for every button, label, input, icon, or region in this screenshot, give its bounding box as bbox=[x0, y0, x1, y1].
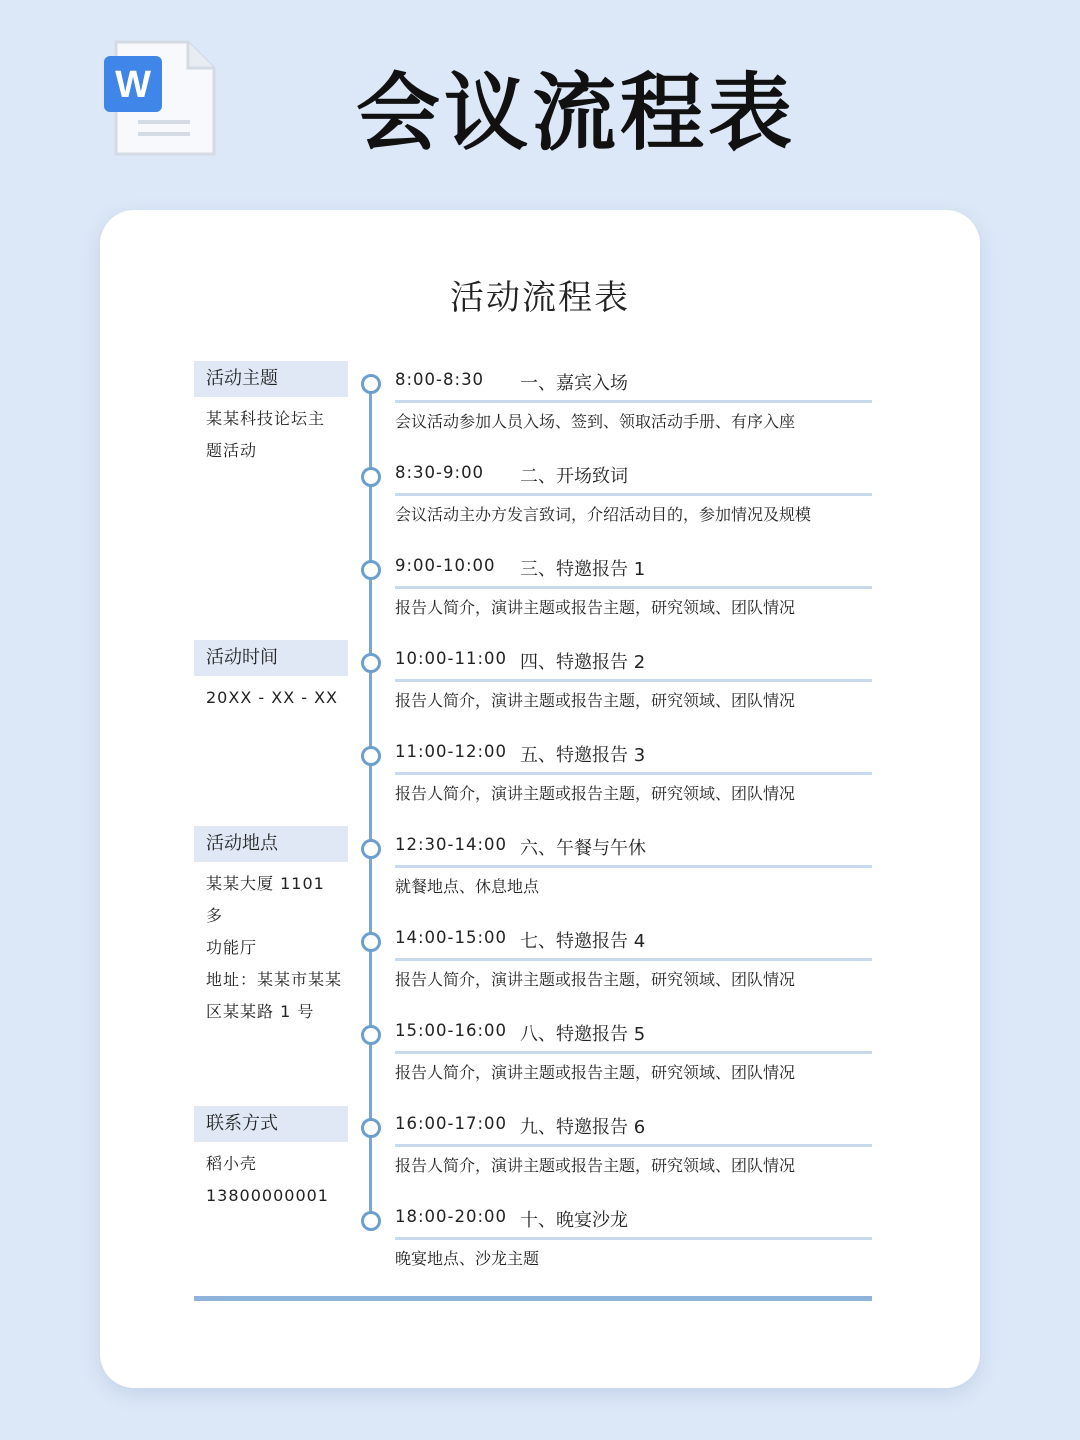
timeline-dot-icon bbox=[361, 1025, 381, 1045]
divider bbox=[395, 400, 872, 403]
schedule-time: 9:00-10:00 bbox=[395, 556, 496, 575]
schedule-item bbox=[360, 829, 880, 909]
schedule-title: 十、晚宴沙龙 bbox=[520, 1210, 628, 1231]
schedule-title: 六、午餐与午休 bbox=[520, 838, 646, 859]
divider bbox=[395, 958, 872, 961]
info-location bbox=[194, 826, 348, 1028]
schedule-item bbox=[360, 643, 880, 723]
schedule-item bbox=[360, 457, 880, 537]
schedule-time: 8:30-9:00 bbox=[395, 463, 485, 482]
schedule-desc: 报告人简介，演讲主题或报告主题，研究领域、团队情况 bbox=[395, 598, 796, 617]
schedule-title: 四、特邀报告 2 bbox=[520, 652, 646, 673]
schedule-title: 五、特邀报告 3 bbox=[520, 745, 646, 766]
timeline-dot-icon bbox=[361, 560, 381, 580]
info-time bbox=[194, 640, 348, 714]
schedule-item bbox=[360, 1108, 880, 1188]
schedule-title: 八、特邀报告 5 bbox=[520, 1024, 646, 1045]
divider bbox=[395, 586, 872, 589]
timeline-dot-icon bbox=[361, 839, 381, 859]
schedule-desc: 报告人简介，演讲主题或报告主题，研究领域、团队情况 bbox=[395, 1063, 796, 1082]
info-contact bbox=[194, 1106, 348, 1212]
timeline-dot-icon bbox=[361, 374, 381, 394]
info-label: 活动主题 bbox=[194, 361, 348, 397]
document-title: 活动流程表 bbox=[450, 278, 630, 318]
schedule-title: 七、特邀报告 4 bbox=[520, 931, 646, 952]
schedule-time: 18:00-20:00 bbox=[395, 1207, 508, 1226]
timeline-dot-icon bbox=[361, 653, 381, 673]
schedule-title: 三、特邀报告 1 bbox=[520, 559, 646, 580]
divider bbox=[395, 1144, 872, 1147]
schedule-item bbox=[360, 1015, 880, 1095]
schedule-desc: 晚宴地点、沙龙主题 bbox=[395, 1249, 540, 1268]
divider bbox=[395, 493, 872, 496]
schedule-desc: 报告人简介，演讲主题或报告主题，研究领域、团队情况 bbox=[395, 1156, 796, 1175]
schedule-time: 14:00-15:00 bbox=[395, 928, 508, 947]
schedule-time: 12:30-14:00 bbox=[395, 835, 508, 854]
divider bbox=[395, 865, 872, 868]
divider bbox=[395, 1237, 872, 1240]
timeline-dot-icon bbox=[361, 932, 381, 952]
info-label: 联系方式 bbox=[194, 1106, 348, 1142]
info-value: 某某科技论坛主 题活动 bbox=[206, 409, 326, 460]
info-label: 活动时间 bbox=[194, 640, 348, 676]
schedule-item bbox=[360, 922, 880, 1002]
schedule-item bbox=[360, 364, 880, 444]
info-value: 20XX - XX - XX bbox=[206, 688, 339, 707]
timeline-dot-icon bbox=[361, 1118, 381, 1138]
schedule-desc: 报告人简介，演讲主题或报告主题，研究领域、团队情况 bbox=[395, 784, 796, 803]
info-value: 稻小壳 13800000001 bbox=[206, 1154, 329, 1205]
schedule-desc: 报告人简介，演讲主题或报告主题，研究领域、团队情况 bbox=[395, 691, 796, 710]
schedule-desc: 报告人简介，演讲主题或报告主题，研究领域、团队情况 bbox=[395, 970, 796, 989]
info-theme bbox=[194, 361, 348, 467]
schedule-title: 九、特邀报告 6 bbox=[520, 1117, 646, 1138]
schedule-desc: 会议活动参加人员入场、签到、领取活动手册、有序入座 bbox=[395, 412, 796, 431]
word-icon-letter: W bbox=[115, 64, 151, 106]
schedule-time: 8:00-8:30 bbox=[395, 370, 485, 389]
divider bbox=[395, 1051, 872, 1054]
schedule-time: 15:00-16:00 bbox=[395, 1021, 508, 1040]
divider bbox=[395, 772, 872, 775]
schedule-desc: 就餐地点、休息地点 bbox=[395, 877, 540, 896]
timeline-dot-icon bbox=[361, 467, 381, 487]
schedule-title: 一、嘉宾入场 bbox=[520, 373, 628, 394]
schedule-item bbox=[360, 550, 880, 630]
schedule-title: 二、开场致词 bbox=[520, 466, 628, 487]
page-title: 会议流程表 bbox=[355, 64, 796, 162]
divider bbox=[395, 679, 872, 682]
schedule-item bbox=[360, 736, 880, 816]
schedule-time: 16:00-17:00 bbox=[395, 1114, 508, 1133]
bottom-divider bbox=[194, 1296, 872, 1301]
info-label: 活动地点 bbox=[194, 826, 348, 862]
schedule-time: 10:00-11:00 bbox=[395, 649, 508, 668]
schedule-item bbox=[360, 1201, 880, 1281]
schedule-time: 11:00-12:00 bbox=[395, 742, 508, 761]
schedule-desc: 会议活动主办方发言致词，介绍活动目的，参加情况及规模 bbox=[395, 505, 812, 524]
timeline-dot-icon bbox=[361, 1211, 381, 1231]
timeline-dot-icon bbox=[361, 746, 381, 766]
info-value: 某某大厦 1101 多 功能厅 地址：某某市某某 区某某路 1 号 bbox=[206, 874, 343, 1021]
